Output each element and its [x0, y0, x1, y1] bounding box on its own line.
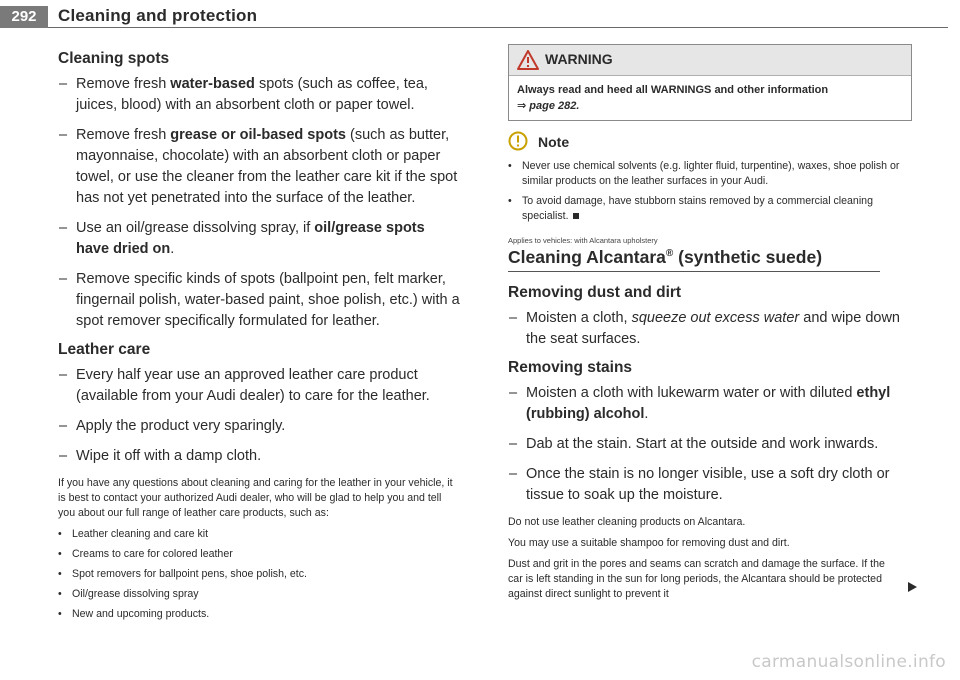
note-bullet: • To avoid damage, have stubborn stains removed by a commercial cleaning specialist.	[508, 194, 912, 224]
section-divider	[508, 271, 880, 272]
warning-body: Always read and heed all WARNINGS and other information ⇒ page 282.	[517, 84, 829, 112]
leather-care-heading: Leather care	[58, 341, 151, 358]
watermark: carmanualsonline.info	[751, 652, 946, 672]
warning-box	[508, 44, 912, 121]
list-item: – Moisten a cloth with lukewarm water or with diluted ethyl (rubbing) alcohol.	[508, 383, 912, 425]
list-item: – Wipe it off with a damp cloth.	[58, 446, 460, 467]
list-item: – Every half year use an approved leather care product (available from your Audi dealer) to care for the leather.	[58, 365, 460, 407]
bullet-item: • Spot removers for ballpoint pens, shoe polish, etc.	[58, 567, 460, 582]
list-item: – Apply the product very sparingly.	[58, 416, 460, 437]
list-item: – Remove fresh water-based spots (such as coffee, tea, juices, blood) with an absorbent cloth or paper towel.	[58, 74, 460, 116]
bullet-item: • Creams to care for colored leather	[58, 547, 460, 562]
list-item: – Once the stain is no longer visible, use a soft dry cloth or tissue to soak up the moisture.	[508, 464, 912, 506]
list-item: – Moisten a cloth, squeeze out excess water and wipe down the seat surfaces.	[508, 308, 912, 350]
leather-care-intro: If you have any questions about cleaning and caring for the leather in your vehicle, it is best to contact your authorized Audi dealer, who will be glad to help you and tell you about our full range of leather care products, such as:	[58, 477, 453, 519]
note-header	[508, 131, 912, 155]
right-column	[508, 44, 912, 608]
removing-dust-heading: Removing dust and dirt	[508, 284, 682, 301]
bullet-item: • New and upcoming products.	[58, 607, 460, 622]
header-divider	[48, 27, 948, 28]
paragraph: You may use a suitable shampoo for removing dust and dirt.	[508, 537, 790, 549]
removing-stains-heading: Removing stains	[508, 359, 633, 376]
continue-arrow-icon	[906, 580, 918, 598]
section-title: Cleaning Alcantara® (synthetic suede)	[508, 247, 823, 267]
warning-title: WARNING	[545, 51, 613, 67]
note-title: Note	[538, 134, 570, 150]
left-column	[58, 44, 460, 627]
bullet-item: • Oil/grease dissolving spray	[58, 587, 460, 602]
section-end-icon	[573, 213, 579, 219]
page-header	[0, 0, 960, 30]
list-item: – Remove specific kinds of spots (ballpoint pen, felt marker, fingernail polish, water-based paint, shoe polish, etc.) with a spot remover specifically formulated for leather.	[58, 269, 460, 332]
warning-triangle-icon	[517, 50, 539, 70]
page-reference-link[interactable]: ⇒ page 282.	[517, 100, 580, 112]
list-item: – Dab at the stain. Start at the outside and work inwards.	[508, 434, 912, 455]
chapter-title: Cleaning and protection	[58, 6, 258, 25]
page-number: 292	[0, 6, 48, 28]
bullet-item: • Leather cleaning and care kit	[58, 527, 460, 542]
list-item: – Remove fresh grease or oil-based spots (such as butter, mayonnaise, chocolate) with an absorbent cloth or paper towel, or use the cleaner from the leather care kit if the spot has not yet penetrated into the surface of the leather.	[58, 125, 460, 209]
list-item: – Use an oil/grease dissolving spray, if oil/grease spots have dried on.	[58, 218, 460, 260]
cleaning-spots-heading: Cleaning spots	[58, 50, 170, 67]
note-bullet: • Never use chemical solvents (e.g. lighter fluid, turpentine), waxes, shoe polish or similar products on the leather surfaces in your Audi.	[508, 159, 912, 189]
note-circle-icon	[508, 131, 528, 151]
paragraph: Do not use leather cleaning products on Alcantara.	[508, 516, 746, 528]
applies-to-label: Applies to vehicles: with Alcantara upholstery	[508, 236, 658, 245]
paragraph: Dust and grit in the pores and seams can scratch and damage the surface. If the car is left standing in the sun for long periods, the Alcantara should be protected against direct sunlight to prevent it	[508, 558, 885, 600]
warning-header	[509, 45, 911, 76]
